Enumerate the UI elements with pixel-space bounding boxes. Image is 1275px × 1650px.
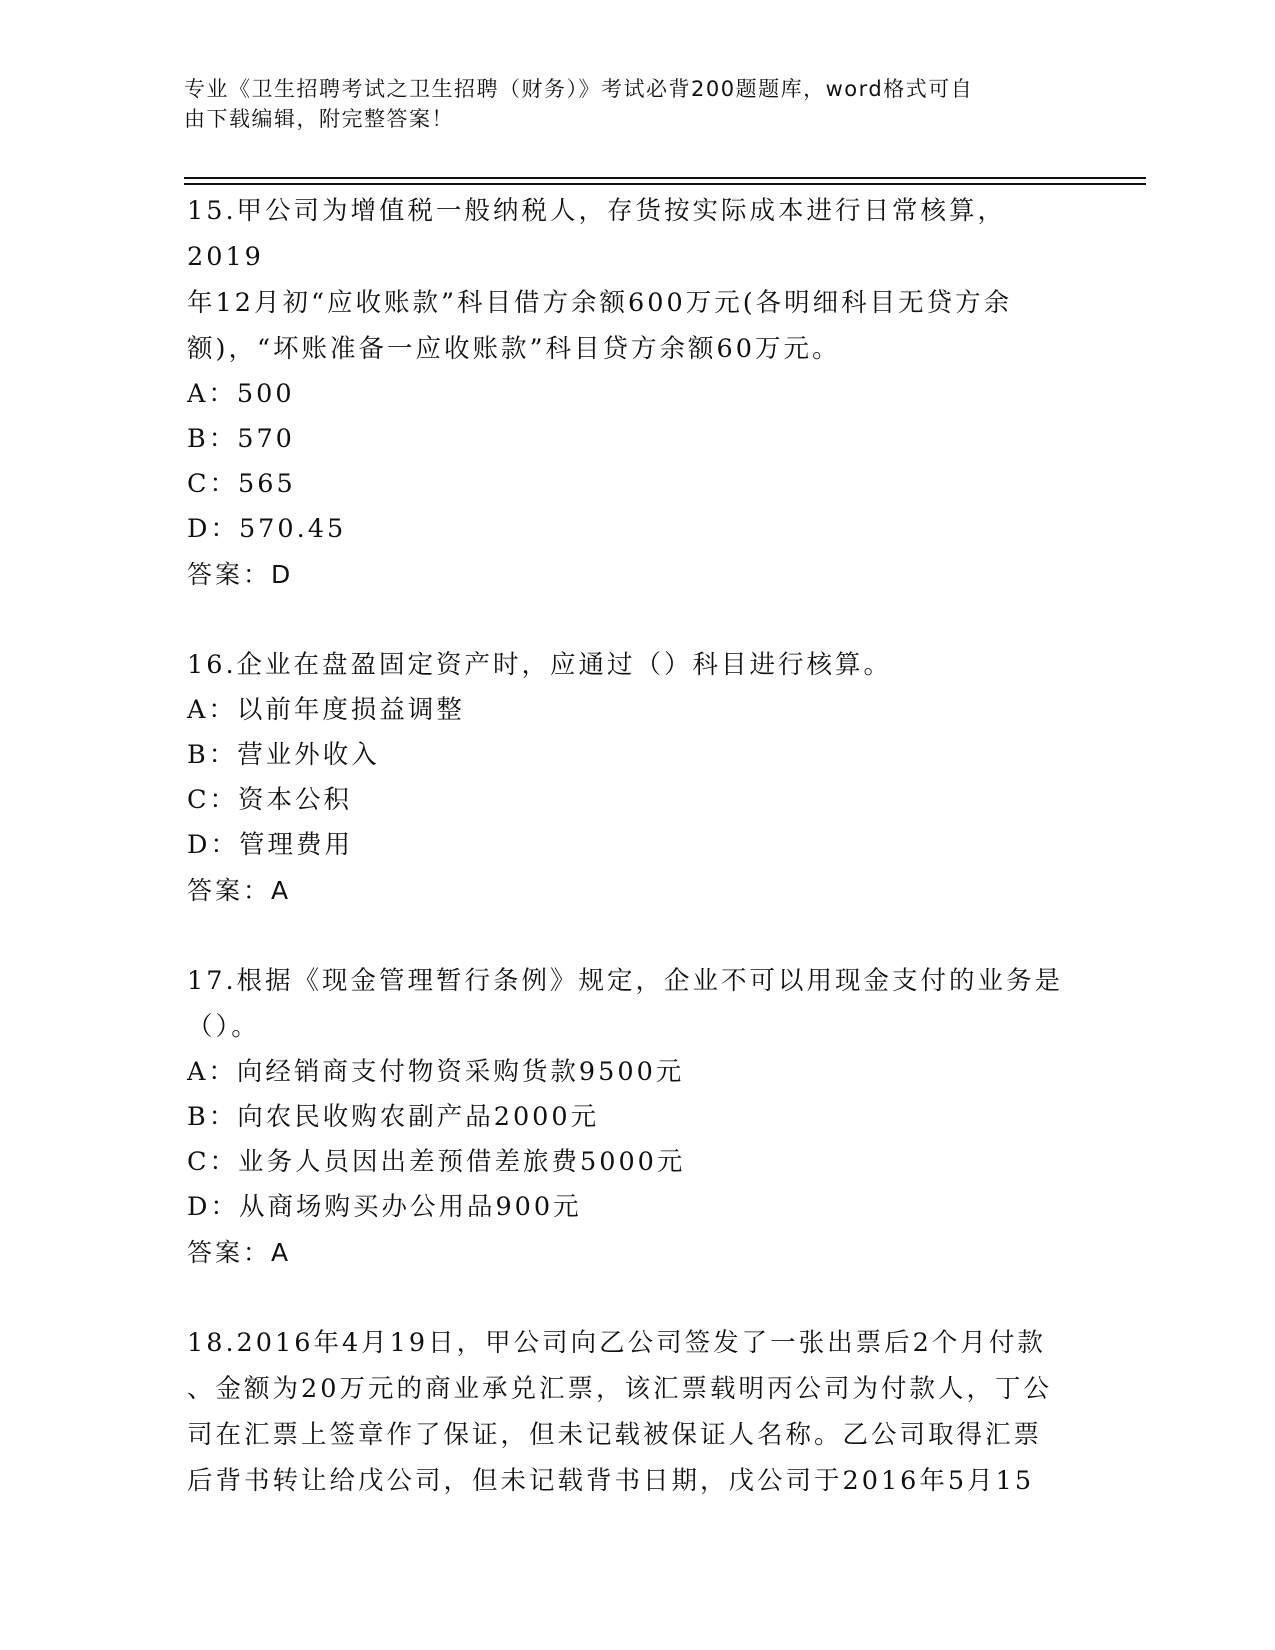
answer-line: 答案：A [187, 876, 292, 905]
question-stem-line: （）。 [187, 1012, 260, 1042]
option-b: B：570 [187, 424, 295, 454]
header-divider-bottom [184, 183, 1146, 185]
option-a: A：500 [187, 379, 295, 409]
option-c: C：业务人员因出差预借差旅费5000元 [187, 1147, 686, 1177]
option-d: D：570.45 [187, 514, 347, 544]
question-stem-line: 、金额为20万元的商业承兑汇票，该汇票载明丙公司为付款人，丁公 [187, 1374, 1052, 1404]
option-b: B：向农民收购农副产品2000元 [187, 1102, 600, 1132]
question-list [187, 188, 1077, 1504]
document-header [184, 74, 1064, 134]
question-stem-line: 17.根据《现金管理暂行条例》规定，企业不可以用现金支付的业务是 [187, 966, 1064, 996]
question-stem-line: 16.企业在盘盈固定资产时，应通过（）科目进行核算。 [187, 650, 893, 680]
option-b: B：营业外收入 [187, 740, 380, 770]
question-17 [187, 958, 1077, 1275]
question-stem-line: 年12月初“应收账款”科目借方余额600万元(各明细科目无贷方余 [187, 288, 1013, 318]
question-spacer [187, 597, 1077, 642]
option-c: C：565 [187, 469, 296, 499]
option-d: D：从商场购买办公用品900元 [187, 1192, 582, 1222]
question-stem-line: 后背书转让给戊公司，但未记载背书日期，戊公司于2016年5月15 [187, 1466, 1035, 1496]
question-stem-line: 18.2016年4月19日，甲公司向乙公司签发了一张出票后2个月付款 [187, 1328, 1046, 1358]
option-d: D：管理费用 [187, 830, 353, 860]
question-16 [187, 642, 1077, 913]
header-divider-top [184, 177, 1146, 179]
question-18 [187, 1320, 1077, 1504]
question-spacer [187, 1275, 1077, 1320]
header-line-2: 由下载编辑，附完整答案！ [184, 107, 454, 131]
option-c: C：资本公积 [187, 785, 353, 815]
question-stem-line: 司在汇票上签章作了保证，但未记载被保证人名称。乙公司取得汇票 [187, 1420, 1043, 1450]
answer-line: 答案：A [187, 1238, 292, 1267]
header-line-1: 专业《卫生招聘考试之卫生招聘（财务）》考试必背200题题库，word格式可自 [184, 77, 974, 101]
question-spacer [187, 913, 1077, 958]
option-a: A：以前年度损益调整 [187, 695, 465, 725]
answer-line: 答案：D [187, 560, 294, 589]
question-stem-line: 额)，“坏账准备一应收账款”科目贷方余额60万元。 [187, 334, 841, 364]
question-stem-line: 15.甲公司为增值税一般纳税人，存货按实际成本进行日常核算，2019 [187, 196, 1007, 272]
option-a: A：向经销商支付物资采购货款9500元 [187, 1057, 685, 1087]
question-15 [187, 188, 1077, 597]
